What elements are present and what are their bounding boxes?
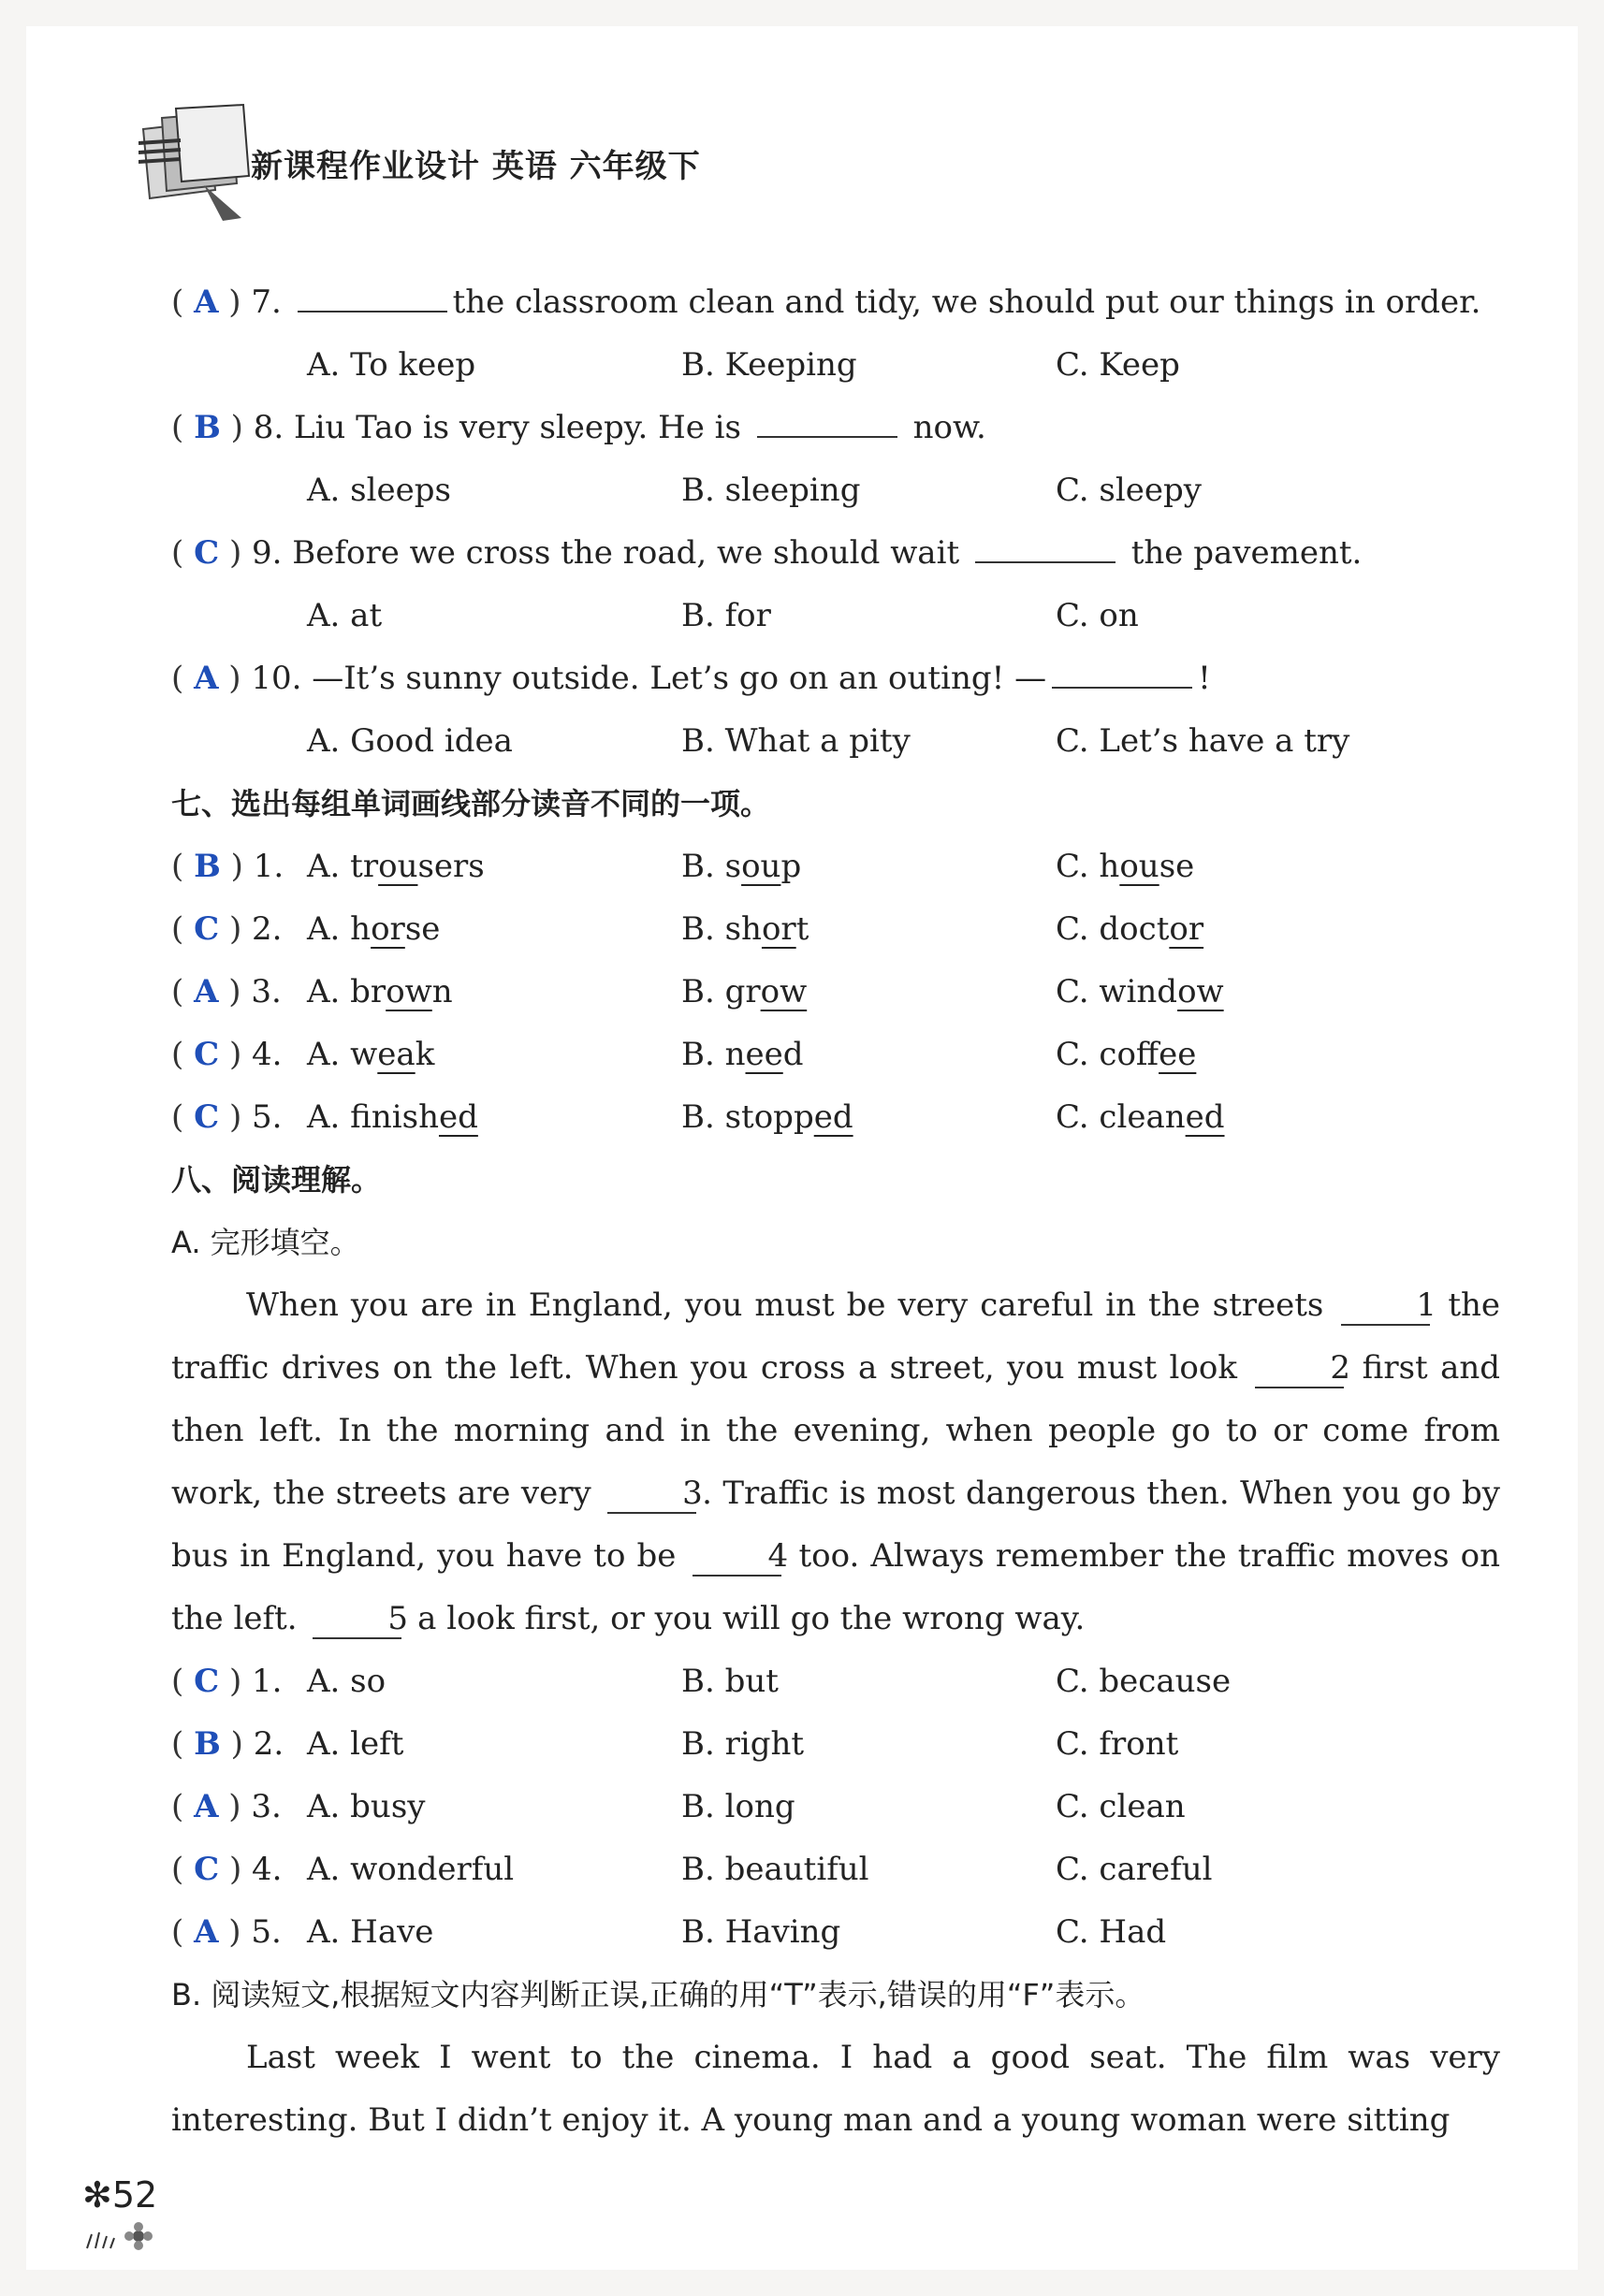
cloze-answer-row: ( A ) 3. A. busy B. long C. clean (171, 1776, 1500, 1838)
cloze-passage: When you are in England, you must be very careful in the streets 1 the traffic drives on the left. When you cross a street, you must look 2 first and then left. In the morning and in the evening, when people go to or come from work, the streets are very 3. Traffic is most dangerous then. When you go by bus in England, you have to be 4 too. Always remember the traffic moves on the left. 5 a look first, or you will go the wrong way. (171, 1286, 1501, 1637)
option-b: B. for (681, 597, 771, 634)
question-row: ( C ) 9. Before we cross the road, we should wait the pavement. (171, 534, 1363, 572)
header-title: 新课程作业设计 英语 六年级下 (251, 148, 701, 185)
option-b: B. grow (681, 973, 808, 1010)
option-c: C. sleepy (1056, 472, 1202, 509)
option-b: B. What a pity (681, 722, 911, 760)
flower-icon: ✻ (82, 2174, 112, 2216)
option-b: B. soup (681, 848, 802, 885)
options-row (171, 585, 1500, 647)
options-row (171, 710, 1500, 773)
option-a: A. weak (307, 1036, 435, 1073)
answer-mark: C (194, 1036, 220, 1073)
book-icon (139, 101, 251, 223)
option-a: A. busy (307, 1788, 426, 1825)
answer-mark: B (194, 1725, 221, 1763)
option-b: B. Keeping (681, 346, 857, 384)
cloze-blank: 5 (313, 1600, 401, 1639)
phonics-row: ( B ) 1. A. trousers B. soup C. house (171, 836, 1500, 898)
page-header (139, 101, 1074, 213)
answer-mark: A (194, 660, 219, 697)
answer-blank (1052, 687, 1192, 689)
options-row (171, 459, 1500, 522)
section-title: 七、选出每组单词画线部分读音不同的一项。 (171, 786, 771, 821)
section-title: 八、阅读理解。 (171, 1162, 382, 1198)
page (26, 26, 1578, 2270)
answer-mark: A (194, 283, 219, 321)
question-row: ( A ) 7. the classroom clean and tidy, we should put our things in order. (171, 283, 1481, 321)
answer-mark: A (194, 973, 219, 1010)
content (171, 271, 1500, 2152)
option-a: A. so (307, 1663, 386, 1700)
cloze-answer-row: ( A ) 5. A. Have B. Having C. Had (171, 1901, 1500, 1964)
reading-passage: Last week I went to the cinema. I had a good seat. The film was very interesting. But I didn’t enjoy it. A young man and a young woman were sitting (171, 2039, 1500, 2139)
answer-mark: C (194, 1663, 220, 1700)
answer-mark: A (194, 1913, 219, 1951)
answer-mark: B (194, 848, 221, 885)
option-b: B. but (681, 1663, 779, 1700)
answer-mark: C (194, 910, 220, 948)
question-row: ( B ) 8. Liu Tao is very sleepy. He is now. (171, 409, 986, 446)
option-b: B. Having (681, 1913, 841, 1951)
part-a-title: A. 完形填空。 (171, 1225, 360, 1260)
option-b: B. right (681, 1725, 805, 1763)
options-row (171, 334, 1500, 397)
option-c: C. careful (1056, 1851, 1213, 1888)
cloze-answer-row: ( C ) 4. A. wonderful B. beautiful C. careful (171, 1838, 1500, 1901)
option-c: C. on (1056, 597, 1139, 634)
question-row: ( A ) 10. —It’s sunny outside. Let’s go on an outing! — ! (171, 660, 1211, 697)
answer-blank (757, 436, 897, 438)
grass-flower-icon (82, 2216, 157, 2253)
option-a: A. left (307, 1725, 404, 1763)
phonics-row: ( C ) 2. A. horse B. short C. doctor (171, 898, 1500, 961)
option-a: A. To keep (307, 346, 476, 384)
answer-blank (975, 561, 1116, 563)
phonics-row: ( C ) 4. A. weak B. need C. coffee (171, 1024, 1500, 1086)
cloze-answer-row: ( B ) 2. A. left B. right C. front (171, 1713, 1500, 1776)
option-a: A. trousers (307, 848, 485, 885)
answer-mark: C (194, 1851, 220, 1888)
option-c: C. Keep (1056, 346, 1180, 384)
option-b: B. need (681, 1036, 804, 1073)
option-c: C. front (1056, 1725, 1179, 1763)
cloze-answer-row: ( C ) 1. A. so B. but C. because (171, 1650, 1500, 1713)
cloze-blank: 3 (607, 1475, 696, 1514)
option-c: C. doctor (1056, 910, 1204, 948)
option-b: B. long (681, 1788, 795, 1825)
cloze-blank: 2 (1255, 1349, 1344, 1388)
option-c: C. Had (1056, 1913, 1167, 1951)
option-a: A. wonderful (307, 1851, 515, 1888)
answer-mark: B (194, 409, 221, 446)
option-a: A. Have (307, 1913, 434, 1951)
page-number: ✻52 (82, 2174, 158, 2216)
option-c: C. coffee (1056, 1036, 1197, 1073)
part-b-title: B. 阅读短文,根据短文内容判断正误,正确的用“T”表示,错误的用“F”表示。 (171, 1977, 1145, 2013)
option-a: A. horse (307, 910, 441, 948)
option-c: C. clean (1056, 1788, 1186, 1825)
phonics-row: ( C ) 5. A. finished B. stopped C. cleaned (171, 1086, 1500, 1149)
answer-mark: C (194, 534, 220, 572)
answer-mark: A (194, 1788, 219, 1825)
answer-mark: C (194, 1098, 220, 1136)
option-b: B. short (681, 910, 809, 948)
option-c: C. house (1056, 848, 1195, 885)
option-b: B. sleeping (681, 472, 861, 509)
option-c: C. Let’s have a try (1056, 722, 1350, 760)
option-a: A. sleeps (307, 472, 451, 509)
option-b: B. beautiful (681, 1851, 869, 1888)
option-a: A. finished (307, 1098, 478, 1136)
option-c: C. cleaned (1056, 1098, 1225, 1136)
option-a: A. brown (307, 973, 453, 1010)
phonics-row: ( A ) 3. A. brown B. grow C. window (171, 961, 1500, 1024)
answer-blank (298, 311, 447, 312)
option-c: C. because (1056, 1663, 1232, 1700)
option-c: C. window (1056, 973, 1224, 1010)
option-a: A. at (307, 597, 383, 634)
option-a: A. Good idea (307, 722, 513, 760)
cloze-blank: 4 (693, 1537, 781, 1577)
cloze-blank: 1 (1341, 1286, 1430, 1326)
option-b: B. stopped (681, 1098, 853, 1136)
